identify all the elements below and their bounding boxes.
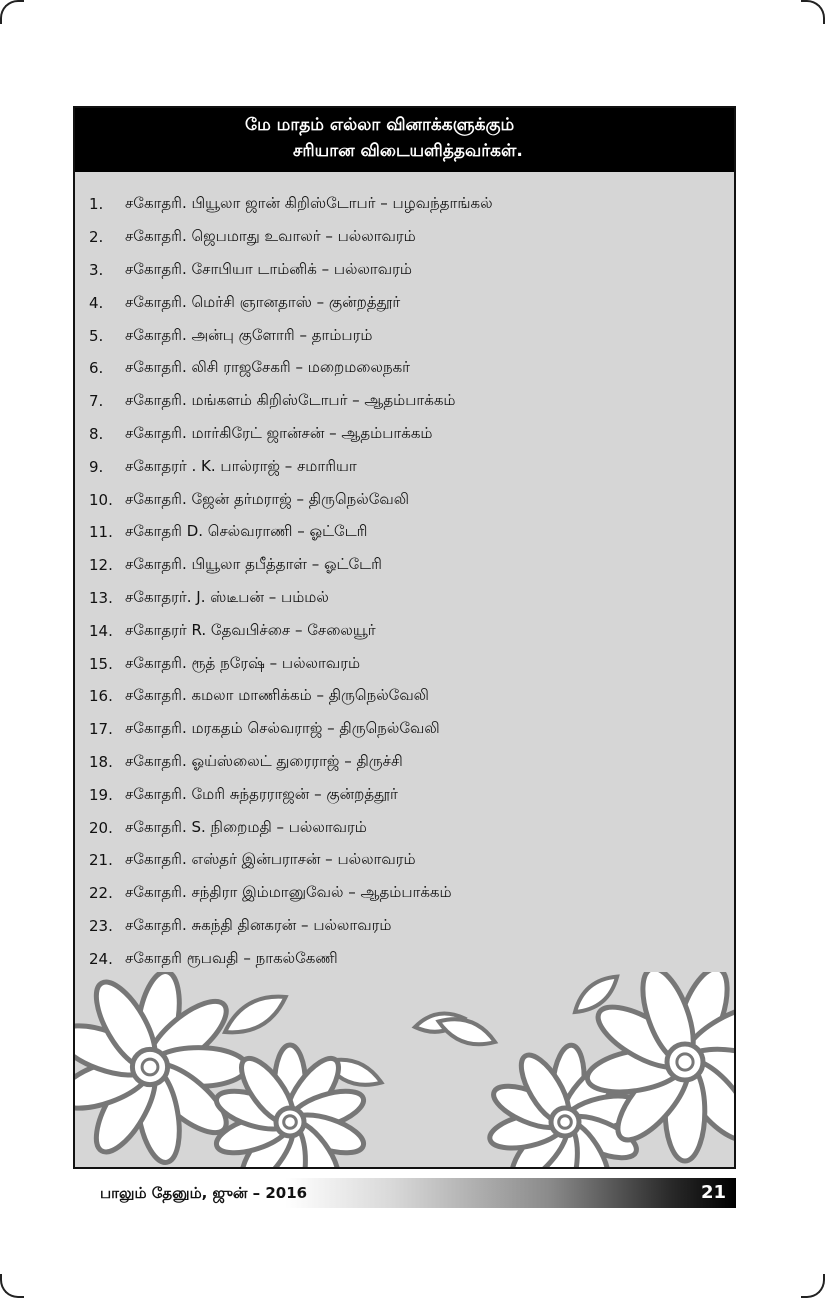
list-item-text: சகோதரி. மெர்சி ஞானதாஸ் – குன்றத்தூர்	[125, 292, 401, 311]
list-item-number: 3.	[89, 260, 104, 279]
list-item-text: சகோதரி. மங்களம் கிறிஸ்டோபர் – ஆதம்பாக்கம்	[125, 391, 456, 410]
list-item-number: 15.	[89, 654, 113, 673]
list-item-number: 16.	[89, 687, 113, 706]
list-item-text: சகோதரி. ஜேன் தர்மராஜ் – திருநெல்வேலி	[125, 489, 409, 508]
list-item-number: 17.	[89, 720, 113, 739]
leaf-left-1	[219, 986, 292, 1042]
list-item-number: 4.	[89, 293, 104, 312]
list-item-text: சகோதரர் . K. பால்ராஜ் – சமாரியா	[125, 456, 357, 475]
list-item	[89, 877, 493, 910]
list-item-number: 2.	[89, 228, 104, 247]
list-item-number: 11.	[89, 523, 113, 542]
list-item	[89, 680, 493, 713]
list-item-number: 8.	[89, 424, 104, 443]
panel-header	[75, 108, 734, 172]
list-item	[89, 713, 493, 746]
winner-list	[89, 188, 493, 975]
title-line-1: மே மாதம் எல்லா வினாக்களுக்கும்	[245, 115, 515, 135]
list-item-number: 7.	[89, 392, 104, 411]
list-item	[89, 483, 493, 516]
list-item-text: சகோதரி ரூபவதி – நாகல்கேணி	[125, 948, 338, 967]
list-item-text: சகோதரி. மார்கிரேட் ஜான்சன் – ஆதம்பாக்கம்	[125, 423, 433, 442]
list-item	[89, 746, 493, 779]
list-item-text: சகோதரி. சந்திரா இம்மானுவேல் – ஆதம்பாக்கம்	[125, 883, 452, 902]
list-item	[89, 778, 493, 811]
list-item-number: 14.	[89, 621, 113, 640]
list-item-number: 5.	[89, 326, 104, 345]
list-item-text: சகோதரி. S. நிறைமதி – பல்லாவரம்	[125, 817, 367, 836]
flower-decoration	[75, 972, 734, 1167]
list-item-text: சகோதரி. மேரி சுந்தரராஜன் – குன்றத்தூர்	[125, 784, 398, 803]
list-item	[89, 549, 493, 582]
list-item	[89, 221, 493, 254]
list-item-text: சகோதரி. லிசி ராஜசேகரி – மறைமலைநகர்	[125, 358, 411, 377]
list-item	[89, 188, 493, 221]
list-item-number: 13.	[89, 588, 113, 607]
list-item-text: சகோதரி. எஸ்தர் இன்பராசன் – பல்லாவரம்	[125, 850, 416, 869]
list-item-number: 18.	[89, 752, 113, 771]
list-item-number: 9.	[89, 457, 104, 476]
list-item-number: 6.	[89, 359, 104, 378]
list-item	[89, 516, 493, 549]
page-corner-top-left	[0, 0, 24, 24]
list-item	[89, 647, 493, 680]
list-item	[89, 385, 493, 418]
list-item-text: சகோதரி. பியூலா ஜான் கிறிஸ்டோபர் – பழவந்தாங்கல்	[125, 194, 493, 213]
list-item-number: 10.	[89, 490, 113, 509]
list-item-number: 12.	[89, 556, 113, 575]
list-item-number: 1.	[89, 195, 104, 214]
list-item	[89, 254, 493, 287]
list-item-text: சகோதரி. ஜெபமாது உவாலர் – பல்லாவரம்	[125, 227, 416, 246]
list-item	[89, 418, 493, 451]
list-item-text: சகோதரர். J. ஸ்டீபன் – பம்மல்	[125, 587, 329, 606]
list-item	[89, 811, 493, 844]
list-item-number: 21.	[89, 851, 113, 870]
list-item	[89, 582, 493, 615]
page-corner-bottom-left	[0, 1274, 24, 1298]
list-item-text: சகோதரி D. செல்வராணி – ஓட்டேரி	[125, 522, 368, 541]
list-item-text: சகோதரி. கமலா மாணிக்கம் – திருநெல்வேலி	[125, 686, 429, 705]
list-item-number: 23.	[89, 916, 113, 935]
list-item-text: சகோதரி. மரகதம் செல்வராஜ் – திருநெல்வேலி	[125, 719, 440, 738]
page-number: 21	[700, 1182, 726, 1203]
footer-bar	[73, 1178, 736, 1208]
list-item	[89, 286, 493, 319]
list-item-text: சகோதரி. பியூலா தபீத்தாள் – ஓட்டேரி	[125, 555, 382, 574]
list-item	[89, 352, 493, 385]
list-item	[89, 319, 493, 352]
list-item-text: சகோதரி. அன்பு குளோரி – தாம்பரம்	[125, 325, 373, 344]
list-item-text: சகோதரி. சோபியா டாம்னிக் – பல்லாவரம்	[125, 259, 412, 278]
list-item	[89, 942, 493, 975]
list-item-text: சகோதரி. சுகந்தி தினகரன் – பல்லாவரம்	[125, 915, 392, 934]
list-item-number: 24.	[89, 949, 113, 968]
list-item-text: சகோதரர் R. தேவபிச்சை – சேலையூர்	[125, 620, 376, 639]
list-item-number: 20.	[89, 818, 113, 837]
list-item-number: 22.	[89, 884, 113, 903]
title-line-2: சரியான விடையளித்தவர்கள்.	[293, 141, 523, 161]
page-corner-top-right	[801, 0, 825, 24]
list-item-number: 19.	[89, 785, 113, 804]
magazine-issue: பாலும் தேனும், ஜுன் – 2016	[100, 1184, 308, 1202]
winners-panel	[73, 106, 736, 1169]
list-item	[89, 614, 493, 647]
list-item-text: சகோதரி. ஓய்ஸ்லைட் துரைராஜ் – திருச்சி	[125, 751, 403, 770]
page-corner-bottom-right	[801, 1274, 825, 1298]
list-item	[89, 910, 493, 943]
list-item-text: சகோதரி. ரூத் நரேஷ் – பல்லாவரம்	[125, 653, 361, 672]
list-item	[89, 844, 493, 877]
list-item	[89, 450, 493, 483]
